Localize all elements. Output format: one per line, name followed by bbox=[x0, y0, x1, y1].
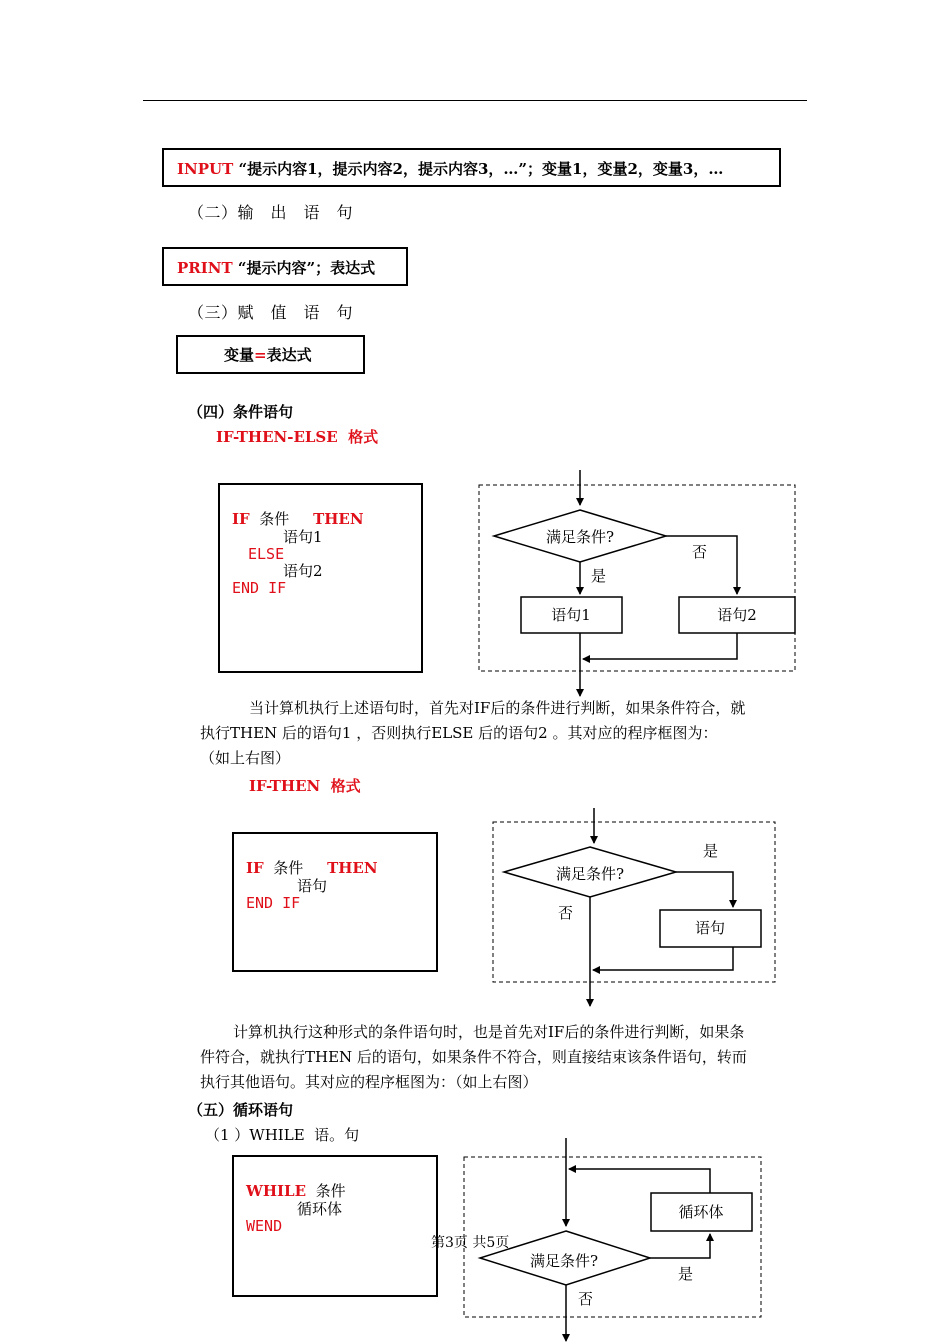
while-subheading: （1 ）WHILE 语。句 bbox=[205, 1126, 360, 1144]
flow2-no-label: 否 bbox=[558, 904, 574, 922]
para1-line3: （如上右图） bbox=[200, 749, 291, 767]
print-syntax-box bbox=[162, 247, 408, 286]
flow1-decision-text: 满足条件? bbox=[545, 528, 615, 546]
para2-line2: 件符合，就执行THEN 后的语句，如果条件不符合，则直接结束该条件语句，转而 bbox=[200, 1048, 747, 1066]
flow3-body-text: 循环体 bbox=[678, 1203, 724, 1221]
while-code-box bbox=[232, 1155, 438, 1297]
code1-endif: END IF bbox=[232, 579, 287, 597]
section-assign-title: （三）赋 值 语 句 bbox=[188, 303, 354, 322]
input-syntax-text: “提示内容1，提示内容2，提示内容3，…”；变量1，变量2，变量3，… bbox=[238, 160, 724, 178]
code2-stmt: 语句 bbox=[297, 877, 328, 895]
code1-line-if: IF 条件 THEN bbox=[232, 510, 364, 528]
code1-else: ELSE bbox=[248, 545, 285, 563]
section-condition-title: （四）条件语句 bbox=[188, 403, 294, 421]
flow2-stmt-text: 语句 bbox=[694, 919, 726, 937]
para2-line3: 执行其他语句。其对应的程序框图为：（如上右图） bbox=[200, 1073, 538, 1091]
code3-body: 循环体 bbox=[297, 1200, 343, 1218]
if-then-else-format-label: IF-THEN-ELSE 格式 bbox=[216, 428, 379, 446]
code2-endif: END IF bbox=[246, 894, 301, 912]
if-then-else-flowchart bbox=[470, 466, 810, 702]
paragraph-if-then-else bbox=[200, 696, 810, 771]
page-number: 第3页 共5页 bbox=[431, 1235, 510, 1251]
flow1-yes-label: 是 bbox=[591, 567, 607, 585]
assign-operator: = bbox=[254, 346, 267, 364]
code1-stmt2: 语句2 bbox=[283, 562, 323, 580]
para2-line1: 计算机执行这种形式的条件语句时，也是首先对IF后的条件进行判断，如果条 bbox=[233, 1023, 745, 1041]
section-loop-title: （五）循环语句 bbox=[188, 1101, 294, 1119]
if-then-format-label: IF-THEN 格式 bbox=[249, 777, 361, 795]
section-output-title: （二）输 出 语 句 bbox=[188, 203, 354, 222]
print-keyword: PRINT bbox=[177, 259, 233, 277]
code1-stmt1: 语句1 bbox=[283, 528, 323, 546]
input-keyword: INPUT bbox=[177, 160, 234, 178]
if-then-else-code-box bbox=[218, 483, 423, 673]
flow1-dashed-frame bbox=[479, 485, 795, 671]
para1-line1: 当计算机执行上述语句时，首先对IF后的条件进行判断，如果条件符合，就 bbox=[249, 699, 746, 717]
flow1-no-label: 否 bbox=[692, 543, 708, 561]
code3-line-while: WHILE 条件 bbox=[246, 1182, 346, 1200]
paragraph-if-then bbox=[200, 1020, 810, 1095]
code2-line-if: IF 条件 THEN bbox=[246, 859, 378, 877]
flow1-stmt2-text: 语句2 bbox=[717, 606, 757, 624]
assign-variable: 变量 bbox=[224, 346, 255, 364]
header-rule bbox=[143, 100, 807, 101]
flow3-no-label: 否 bbox=[578, 1290, 594, 1308]
if-then-flowchart bbox=[486, 804, 786, 1010]
assign-syntax-box bbox=[176, 335, 365, 374]
flow2-yes-label: 是 bbox=[703, 842, 719, 860]
input-syntax-box bbox=[162, 148, 781, 187]
print-syntax-text: “提示内容”；表达式 bbox=[237, 259, 376, 277]
flow1-stmt1-text: 语句1 bbox=[551, 606, 591, 624]
flow3-yes-label: 是 bbox=[678, 1265, 694, 1283]
para1-line2: 执行THEN 后的语句1 ，否则执行ELSE 后的语句2 。其对应的程序框图为： bbox=[200, 724, 718, 742]
if-then-code-box bbox=[232, 832, 438, 972]
code3-wend: WEND bbox=[246, 1217, 283, 1235]
flow2-decision-text: 满足条件? bbox=[555, 865, 625, 883]
flow3-decision-text: 满足条件? bbox=[529, 1252, 599, 1270]
assign-expression: 表达式 bbox=[266, 346, 312, 364]
